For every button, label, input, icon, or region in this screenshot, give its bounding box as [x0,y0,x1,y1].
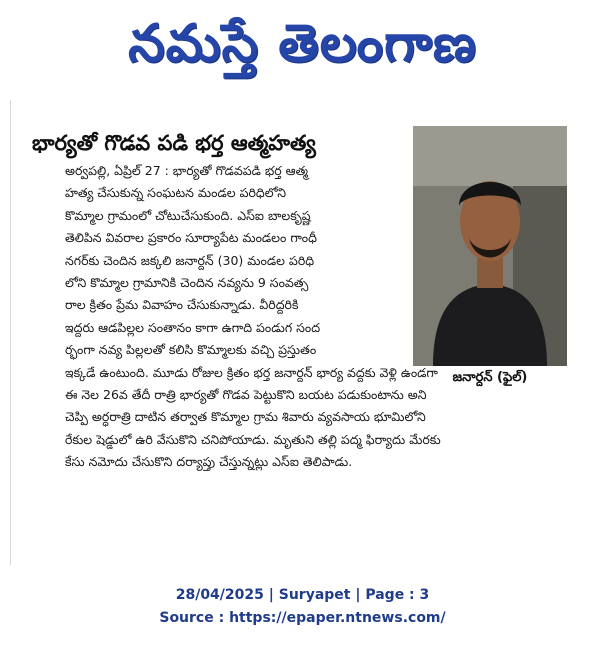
article-line: ఇద్దరు ఆడపిల్లల సంతానం కాగా ఉగాది పండుగ సంద [65,319,321,335]
article-line: అర్వపల్లి, ఏప్రిల్ 27 : భార్యతో గొడవపడి భర్త ఆత్మ [65,163,308,178]
photo-caption: జనార్దన్ (ఫైల్) [452,370,528,385]
article-line: చెప్పి అర్ధరాత్రి దాటిన తర్వాత కొమ్మాల గ్రామ శివారు వ్యవసాయ భూమిలోని [65,409,426,425]
article-line: రేకుల షెడ్డులో ఉరి వేసుకొని చనిపోయాడు. మృతుని తల్లి పద్మ ఫిర్యాదు మేరకు [65,431,441,447]
article-line: తెలిపిన వివరాల ప్రకారం సూర్యాపేట మండలం గాంధీ [65,230,317,246]
article-line: ఇక్కడే ఉంటుంది. మూడు రోజుల క్రితం భర్త జనార్దన్ భార్య వద్దకు వెళ్లి ఉండగా [65,364,438,380]
article-body [65,160,565,473]
article-line: కొమ్మాల గ్రామంలో చోటుచేసుకుంది. ఎస్ఐ బాలకృష్ణ [65,207,311,223]
article-line: రాల క్రితం ప్రేమ వివాహం చేసుకున్నాడు. వీరిద్దరికి [65,297,299,313]
footer-source: Source : https://epaper.ntnews.com/ [159,610,446,626]
article-headline: భార్యతో గొడవ పడి భర్త ఆత్మహత్య [32,131,316,155]
masthead-logo: నమస్తే తెలంగాణ [128,14,477,74]
article-line: కేసు నమోదు చేసుకొని దర్యాప్తు చేస్తున్నట్లు ఎస్ఐ తెలిపాడు. [65,454,353,470]
footer-info: 28/04/2025 | Suryapet | Page : 3 [175,587,430,603]
article-line: లోని కొమ్మాల గ్రామానికి చెందిన నవ్యను 9 సంవత్స [65,274,309,290]
article-line: ర్భంగా నవ్య పిల్లలతో కలిసి కొమ్మాలకు వచ్చి ప్రస్తుతం [65,342,317,358]
article-line: హత్య చేసుకున్న సంఘటన మండల పరిధిలోని [65,185,287,201]
masthead [0,0,605,88]
article-line: నగర్‌కు చెందిన జక్కలి జనార్దన్ (30) మండల పరిధి [65,252,315,268]
article-line: ఈ నెల 26వ తేదీ రాత్రి భార్యతో గొడవ పెట్టుకొని బయట పడుకుంటాను అని [65,386,427,402]
